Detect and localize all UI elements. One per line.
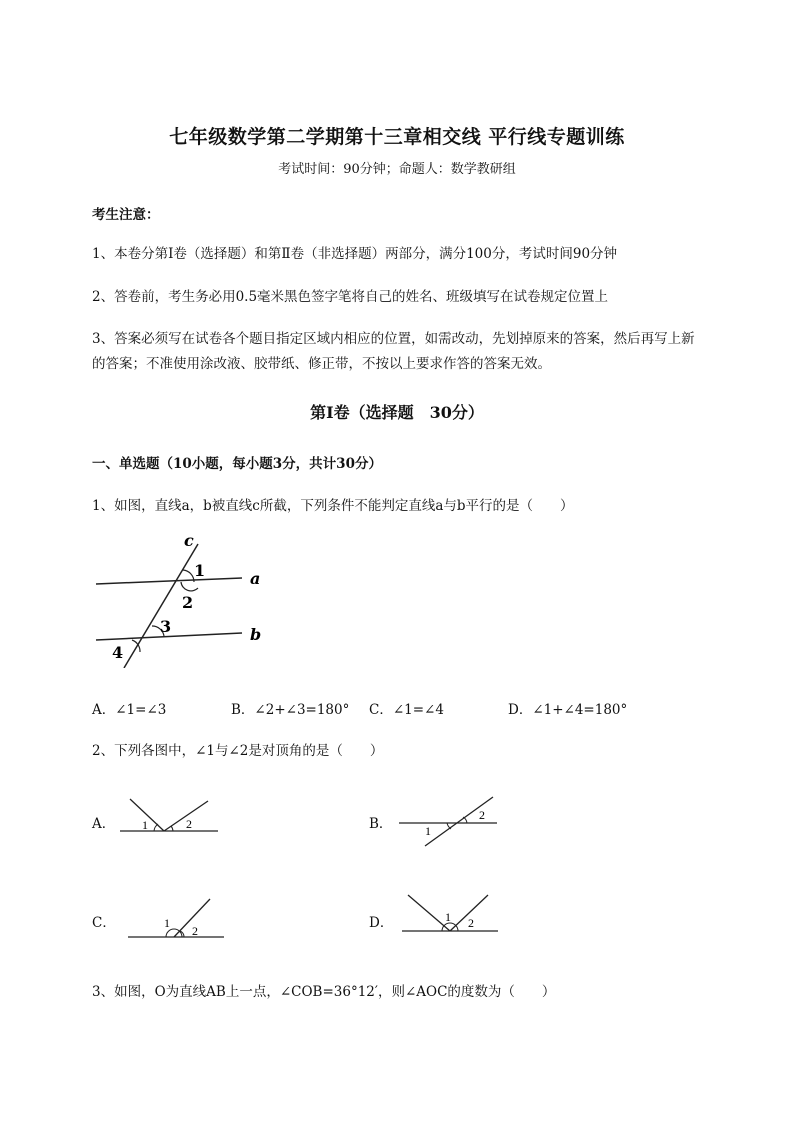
exam-info: 考试时间：90分钟；命题人：数学教研组 (278, 162, 516, 177)
q2-figure-b (395, 793, 505, 849)
q2-option-b[interactable]: B． (369, 816, 393, 832)
q2a-label-1: 1 (142, 818, 148, 832)
q2b-label-2: 2 (479, 808, 485, 822)
q2-option-c[interactable]: C． (92, 915, 116, 931)
line-a (96, 578, 242, 584)
notice-item-1: 1、本卷分第Ⅰ卷（选择题）和第Ⅱ卷（非选择题）两部分，满分100分，考试时间90分钟 (92, 246, 618, 262)
q1-option-d[interactable]: D．∠1+∠4=180° (508, 702, 628, 718)
notice-heading: 考生注意： (92, 207, 160, 223)
q1-option-c[interactable]: C．∠1=∠4 (369, 702, 444, 718)
question-1-figure (88, 528, 278, 668)
part-heading: 一、单选题（10小题，每小题3分，共计30分） (92, 456, 382, 472)
q2c-label-2: 2 (192, 924, 198, 938)
label-c: c (184, 531, 194, 550)
notice-item-3-line-2: 的答案；不准使用涂改液、胶带纸、修正带，不按以上要求作答的答案无效。 (92, 356, 551, 372)
q2c-label-1: 1 (164, 916, 170, 930)
label-b: b (250, 625, 262, 644)
notice-item-3-line-1: 3、答案必须写在试卷各个题目指定区域内相应的位置，如需改动，先划掉原来的答案，然后再写上新 (92, 331, 695, 347)
q2-figure-c (122, 895, 232, 943)
q2-option-a[interactable]: A． (92, 816, 116, 832)
q2-option-d[interactable]: D． (369, 915, 394, 931)
q2-figure-d (398, 891, 504, 939)
label-angle-3: 3 (160, 617, 172, 636)
page-title: 七年级数学第二学期第十三章相交线 平行线专题训练 (169, 126, 625, 148)
label-angle-4: 4 (112, 643, 124, 662)
question-2-text: 2、下列各图中，∠1与∠2是对顶角的是（ ） (92, 743, 384, 759)
q1-option-a[interactable]: A．∠1=∠3 (92, 702, 167, 718)
q1-option-b[interactable]: B．∠2+∠3=180° (231, 702, 350, 718)
q2d-label-2: 2 (468, 916, 474, 930)
q2b-label-1: 1 (425, 824, 431, 838)
label-a: a (250, 569, 261, 588)
notice-item-2: 2、答卷前，考生务必用0.5毫米黑色签字笔将自己的姓名、班级填写在试卷规定位置上 (92, 289, 609, 305)
q2d-label-1: 1 (445, 910, 451, 924)
section-title: 第Ⅰ卷（选择题 30分） (310, 403, 484, 422)
question-1-text: 1、如图，直线a，b被直线c所截，下列条件不能判定直线a与b平行的是（ ） (92, 498, 574, 514)
q2-figure-a (116, 795, 226, 840)
question-3-text: 3、如图，O为直线AB上一点，∠COB=36°12′，则∠AOC的度数为（ ） (92, 984, 556, 1000)
label-angle-1: 1 (194, 561, 206, 580)
q2a-label-2: 2 (186, 817, 192, 831)
label-angle-2: 2 (182, 593, 194, 612)
angle-2-arc (181, 582, 198, 591)
